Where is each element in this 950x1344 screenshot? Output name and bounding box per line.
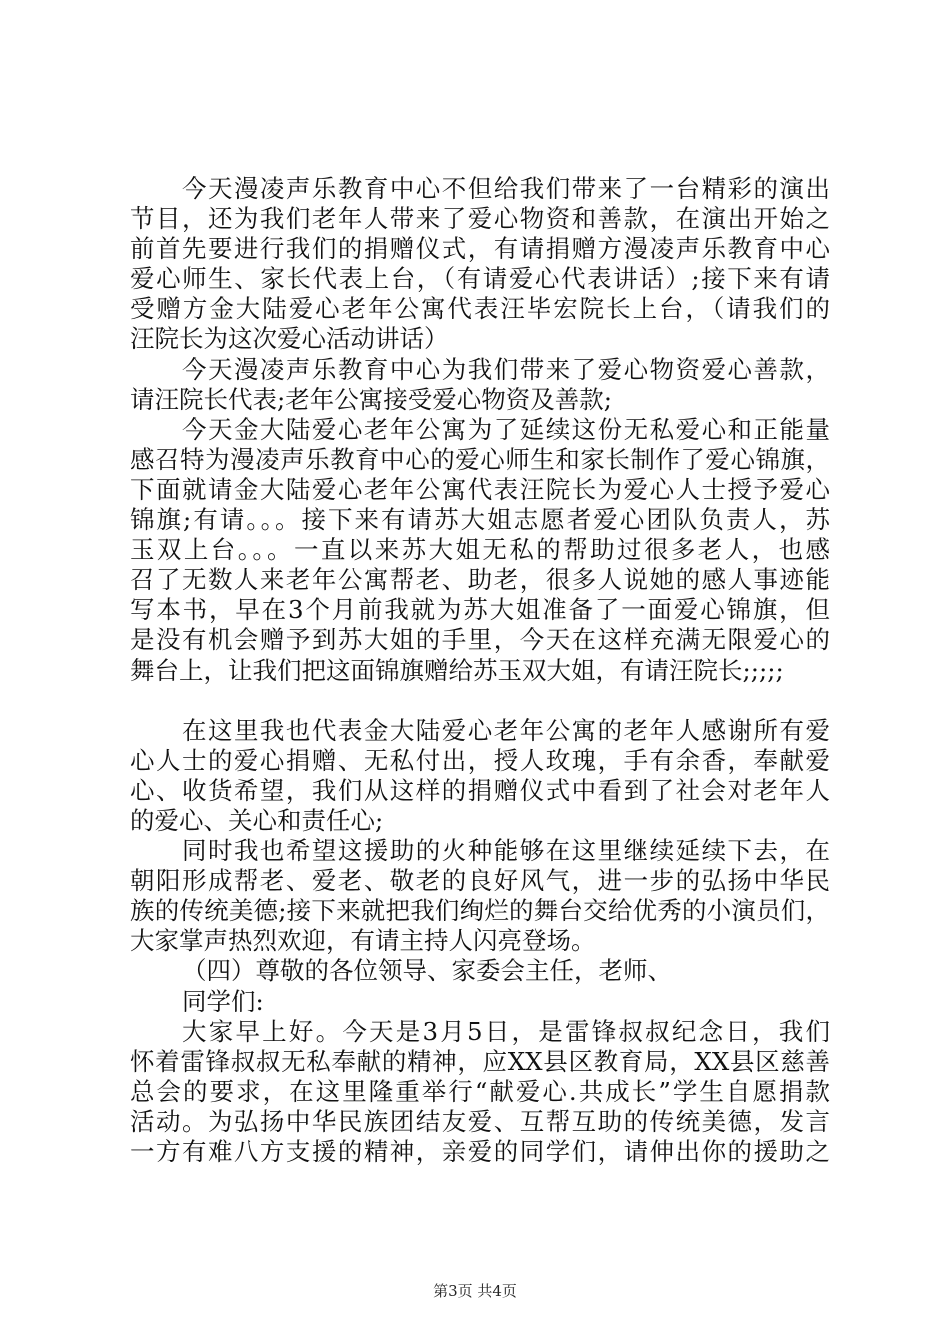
text-line: 锦旗;有请。。。接下来有请苏大姐志愿者爱心团队负责人，苏 [130, 505, 830, 535]
text-line: 总会的要求，在这里隆重举行“献爱心.共成长”学生自愿捐款 [130, 1076, 830, 1106]
text-line: 今天漫凌声乐教育中心不但给我们带来了一台精彩的演出 [182, 174, 830, 203]
blank-line [130, 686, 830, 716]
text-line: 是没有机会赠予到苏大姐的手里，今天在这样充满无限爱心的 [130, 625, 830, 655]
text-line: 今天漫凌声乐教育中心为我们带来了爱心物资爱心善款， [182, 354, 830, 384]
text-line: 大家掌声热烈欢迎，有请主持人闪亮登场。 [130, 926, 596, 956]
text-line: 同学们: [182, 986, 264, 1016]
text-line: 怀着雷锋叔叔无私奉献的精神，应XX县区教育局，XX县区慈善 [130, 1046, 830, 1076]
text-line: 朝阳形成帮老、爱老、敬老的良好风气，进一步的弘扬中华民 [130, 866, 830, 896]
text-line: 大家早上好。今天是3月5日，是雷锋叔叔纪念日，我们 [182, 1016, 830, 1046]
text-line: 写本书，早在3个月前我就为苏大姐准备了一面爱心锦旗，但 [130, 595, 830, 625]
text-line: 爱心师生、家长代表上台，（有请爱心代表讲话）;接下来有请 [130, 264, 830, 294]
text-line: 请汪院长代表;老年公寓接受爱心物资及善款; [130, 384, 613, 414]
text-line: 一方有难八方支援的精神，亲爱的同学们，请伸出你的援助之 [130, 1137, 830, 1166]
text-line: 玉双上台。。。一直以来苏大姐无私的帮助过很多老人，也感 [130, 535, 830, 565]
text-line: 下面就请金大陆爱心老年公寓代表汪院长为爱心人士授予爱心 [130, 474, 830, 504]
text-line: 活动。为弘扬中华民族团结友爱、互帮互助的传统美德，发言 [130, 1106, 830, 1136]
text-line: 心、收货希望，我们从这样的捐赠仪式中看到了社会对老年人 [130, 775, 830, 805]
text-line: 今天金大陆爱心老年公寓为了延续这份无私爱心和正能量 [182, 414, 830, 444]
text-line: 心人士的爱心捐赠、无私付出，授人玫瑰，手有余香，奉献爱 [130, 745, 830, 775]
document-body [130, 174, 830, 1167]
text-line: 族的传统美德;接下来就把我们绚烂的舞台交给优秀的小演员们， [130, 896, 830, 926]
text-line: 汪院长为这次爱心活动讲话） [130, 324, 449, 354]
text-line: （四）尊敬的各位领导、家委会主任，老师、 [182, 956, 672, 986]
text-line: 在这里我也代表金大陆爱心老年公寓的老年人感谢所有爱 [182, 715, 830, 745]
text-line: 节目，还为我们老年人带来了爱心物资和善款，在演出开始之 [130, 204, 830, 234]
text-line: 的爱心、关心和责任心; [130, 805, 384, 835]
text-line: 感召特为漫凌声乐教育中心的爱心师生和家长制作了爱心锦旗， [130, 444, 830, 474]
text-line: 前首先要进行我们的捐赠仪式，有请捐赠方漫凌声乐教育中心 [130, 234, 830, 264]
page-footer: 第3页 共4页 [433, 1282, 517, 1300]
text-line: 舞台上，让我们把这面锦旗赠给苏玉双大姐，有请汪院长;;;;; [130, 655, 784, 685]
text-line: 受赠方金大陆爱心老年公寓代表汪毕宏院长上台，（请我们的 [130, 294, 830, 324]
text-line: 同时我也希望这援助的火种能够在这里继续延续下去，在 [182, 836, 830, 866]
text-line: 召了无数人来老年公寓帮老、助老，很多人说她的感人事迹能 [130, 565, 830, 595]
